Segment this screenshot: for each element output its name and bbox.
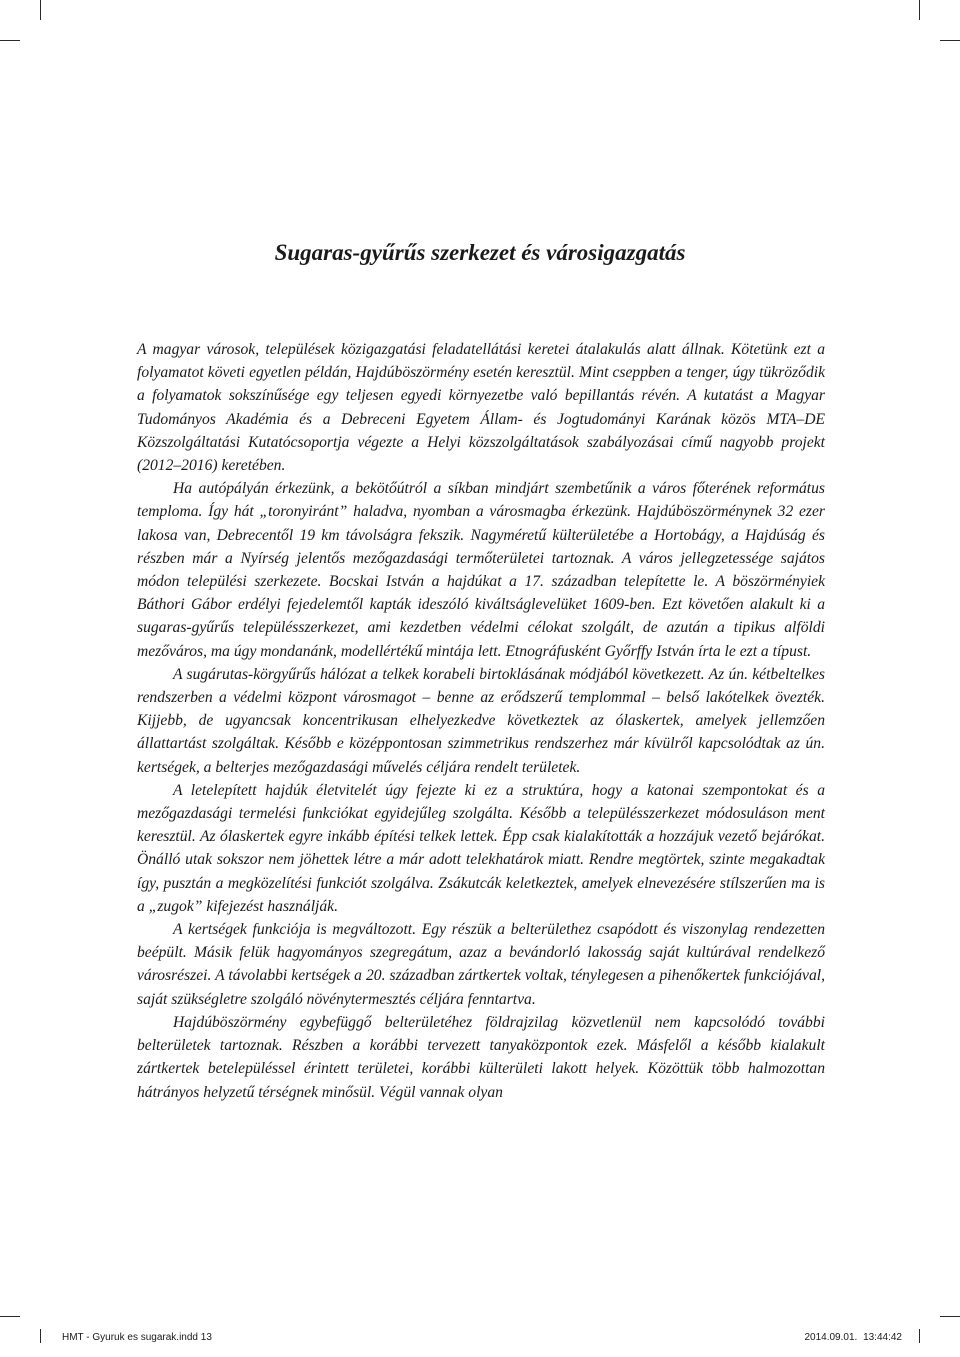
crop-mark-bottom-right-horizontal	[940, 1316, 960, 1317]
print-date: 2014.09.01.	[804, 1332, 858, 1343]
crop-mark-top-right-vertical	[919, 0, 920, 20]
page-title: Sugaras-gyűrűs szerkezet és városigazgatás	[274, 240, 686, 265]
crop-mark-top-left-vertical	[40, 0, 41, 20]
crop-mark-top-left-horizontal	[0, 40, 20, 41]
slug-divider-left	[40, 1329, 41, 1343]
file-slug: HMT - Gyuruk es sugarak.indd 13	[62, 1332, 212, 1343]
crop-mark-top-right-horizontal	[940, 40, 960, 41]
paragraph: A kertségek funkciója is megváltozott. Egy részük a belterülethez csapódott és viszonylag rendezetten beépült. Másik felük hagyományos szegregátum, azaz a bevándorló lakosság saját kultúrával rendelkező városrészei. A távolabbi kertségek a 20. században zártkertek voltak, ténylegesen a pihenőkertek funkciójával, saját szükségletre szolgáló növénytermesztés céljára fenntartva.	[137, 921, 825, 1008]
crop-mark-bottom-left-horizontal	[0, 1316, 20, 1317]
paragraph: A letelepített hajdúk életvitelét úgy fejezte ki ez a struktúra, hogy a katonai szempontokat és a mezőgazdasági termelési funkciókat egyidejűleg szolgálta. Később a településszerkezet módosuláson ment keresztül. Az ólaskertek egyre inkább építési telkek lettek. Épp csak kialakították a hozzájuk vezető bejárókat. Önálló utak sokszor nem jöhettek létre a már adott telekhatárok miatt. Rendre megtörtek, szinte megakadtak így, pusztán a megközelítési funkciót szolgálva. Zsákutcák keletkeztek, amelyek elnevezésére stílszerűen ma is a „zugok” kifejezést használják.	[137, 781, 825, 915]
paragraph: Ha autópályán érkezünk, a bekötőútról a síkban mindjárt szembetűnik a város főterének református temploma. Így hát „toronyiránt” haladva, nyomban a városmagba érkezünk. Hajdúböszörménynek 32 ezer lakosa van, Debrecentől 19 km távolságra fekszik. Nagyméretű külterületébe a Hortobágy, a Hajdúság és részben már a Nyírség jelentős mezőgazdasági termőterületei tartoznak. A város jellegzetessége sajátos módon települési szerkezete. Bocskai István a hajdúkat a 17. században telepítette le. A böszörményiek Báthori Gábor erdélyi fejedelemtől kapták ideszóló kiváltságlevelüket 1609-ben. Ezt követően alakult ki a sugaras-gyűrűs településszerkezet, ami kezdetben védelmi célokat szolgált, de azután a tipikus alföldi mezőváros, ma úgy mondanánk, modellértékű mintája lett. Etnográfusként Győrffy István írta le ezt a típust.	[137, 480, 825, 660]
slug-divider-right	[919, 1329, 920, 1343]
body-text	[137, 338, 825, 1104]
print-timestamp	[804, 1332, 902, 1343]
paragraph: Hajdúböszörmény egybefüggő belterületéhez földrajzilag közvetlenül nem kapcsolódó további belterületek tartoznak. Részben a korábbi tervezett tanyaközpontok ezek. Másfelől a később kialakult zártkertek betelepüléssel érintett területei, korábbi külterületi lakott helyek. Közöttük több halmozottan hátrányos helyzetű térségnek minősül. Végül vannak olyan	[137, 1013, 825, 1101]
print-time: 13:44:42	[863, 1332, 902, 1343]
paragraph: A magyar városok, települések közigazgatási feladatellátási keretei átalakulás alatt állnak. Kötetünk ezt a folyamatot követi egyetlen példán, Hajdúböszörmény esetén keresztül. Mint cseppben a tenger, úgy tükröződik a folyamatok sokszínűsége egy teljesen egyedi környezetbe való bepillantás révén. A kutatást a Magyar Tudományos Akadémia és a Debreceni Egyetem Állam- és Jogtudományi Karának közös MTA–DE Közszolgáltatási Kutatócsoportja végezte a Helyi közszolgáltatások szabályozásai című nagyobb projekt (2012–2016) keretében.	[137, 341, 825, 475]
paragraph: A sugárutas-körgyűrűs hálózat a telkek korabeli birtoklásának módjából következett. Az ún. kétbeltelkes rendszerben a védelmi központ városmagot – benne az erődszerű templommal – belső lakótelkek övezték. Kijjebb, de ugyancsak koncentrikusan elhelyezkedve következtek az ólaskertek, amelyek jellemzően állattartást szolgáltak. Később e középpontosan szimmetrikus rendszerhez már kívülről kapcsolódtak az ún. kertségek, a belterjes mezőgazdasági művelés céljára rendelt területek.	[137, 665, 825, 776]
print-slug-footer	[0, 1329, 960, 1349]
